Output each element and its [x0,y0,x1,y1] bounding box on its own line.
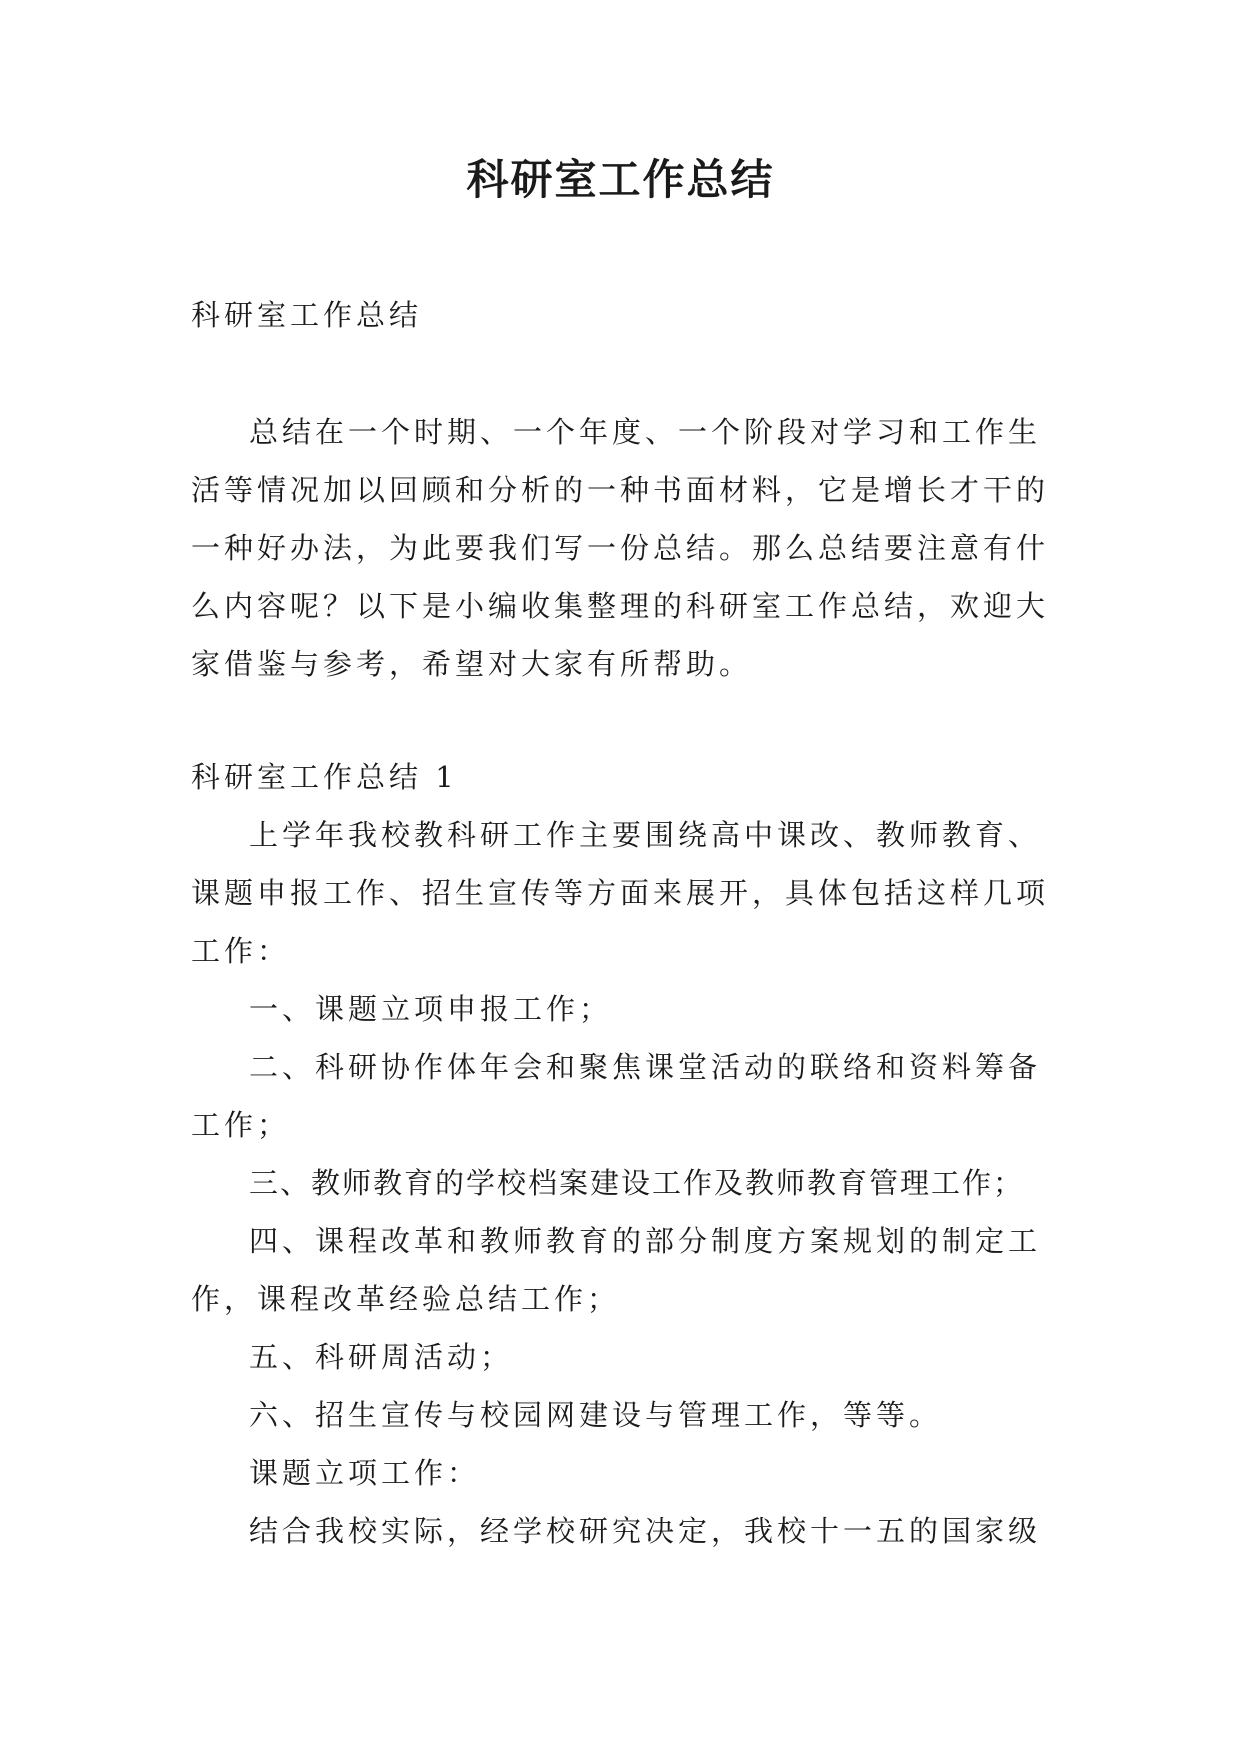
paragraph-line: 工作： [191,934,291,968]
list-item [191,980,1071,1038]
intro-line: 一种好办法，为此要我们写一份总结。那么总结要注意有什 [191,531,1050,565]
paragraph-line: 五、科研周活动； [249,1340,514,1374]
list-item [191,1386,1071,1444]
section-heading: 科研室工作总结 1 [191,760,458,794]
paragraph [191,1444,1071,1502]
paragraph [191,1502,1071,1560]
paragraph-line: 工作； [191,1108,291,1142]
intro-paragraph [191,403,1071,693]
paragraph-line: 三、教师教育的学校档案建设工作及教师教育管理工作； [249,1166,1025,1200]
section-1 [191,748,1071,1560]
paragraph-line: 二、科研协作体年会和聚焦课堂活动的联络和资料筹备 [249,1050,1042,1084]
paragraph-line: 六、招生宣传与校园网建设与管理工作，等等。 [249,1398,943,1432]
paragraph-line: 四、课程改革和教师教育的部分制度方案规划的制定工 [249,1224,1042,1258]
list-item [191,1154,1071,1212]
paragraph-line: 结合我校实际，经学校研究决定，我校十一五的国家级 [249,1514,1042,1548]
intro-line: 活等情况加以回顾和分析的一种书面材料，它是增长才干的 [191,473,1050,507]
intro-line: 么内容呢？以下是小编收集整理的科研室工作总结，欢迎大 [191,589,1050,623]
list-item [191,1212,1071,1328]
document-title: 科研室工作总结 [466,155,775,204]
paragraph-line: 作，课程改革经验总结工作； [191,1282,621,1316]
intro-line: 总结在一个时期、一个年度、一个阶段对学习和工作生 [249,415,1042,449]
paragraph-line: 一、课题立项申报工作； [249,992,613,1026]
document-subtitle: 科研室工作总结 [191,298,423,332]
intro-line: 家借鉴与参考，希望对大家有所帮助。 [191,647,753,681]
paragraph-line: 课题立项工作： [249,1456,481,1490]
list-item [191,1038,1071,1154]
list-item [191,1328,1071,1386]
paragraph-line: 上学年我校教科研工作主要围绕高中课改、教师教育、 [249,818,1042,852]
paragraph [191,806,1071,980]
paragraph-line: 课题申报工作、招生宣传等方面来展开，具体包括这样几项 [191,876,1050,910]
